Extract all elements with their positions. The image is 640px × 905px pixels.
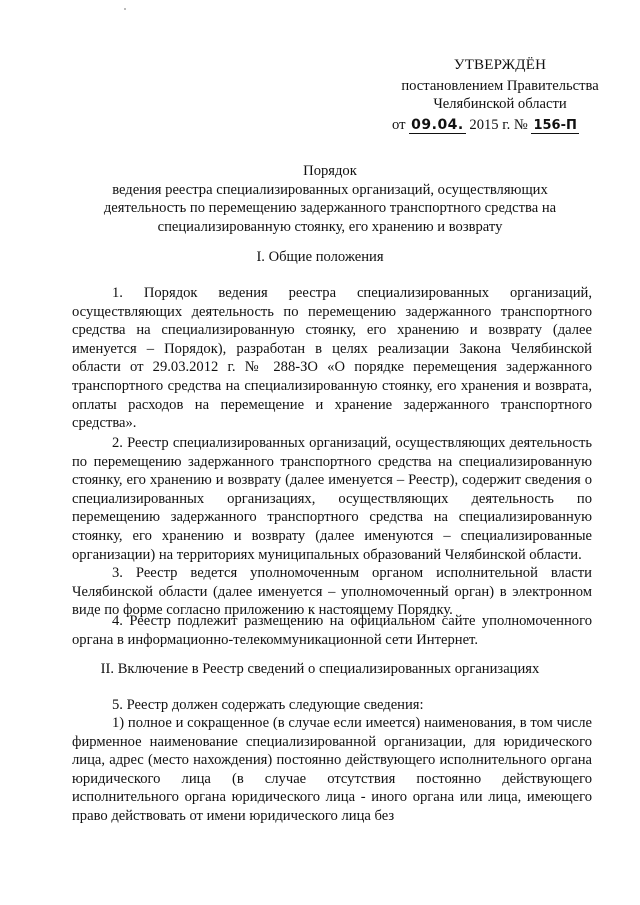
title-line-4: специализированную стоянку, его хранению и возврату: [157, 218, 503, 235]
paragraph-1: 1. Порядок ведения реестра специализированных организаций, осуществляющих деятельность по перемещению задержанного транспортного средства на специализированную стоянку, его хранению и возврату (далее именуется – Порядок), разработан в целях реализации Закона Челябинской области от 29.03.2012 г. № 288-ЗО «О порядке перемещения задержанного транспортного средства на специализированную стоянку, его хранения и возврата, оплаты расходов на перемещение и хранение задержанного транспортного средства».: [72, 285, 592, 432]
scan-speck: [124, 8, 126, 10]
title-line-2: ведения реестра специализированных организаций, осуществляющих: [112, 181, 548, 198]
paragraph-5: 5. Реестр должен содержать следующие сведения:: [112, 697, 424, 713]
document-title: [95, 162, 565, 236]
approval-title: УТВЕРЖДЁН: [453, 57, 547, 73]
section-heading-1: I. Общие положения: [256, 249, 384, 265]
title-line-3: деятельность по перемещению задержанного транспортного средства на: [103, 200, 557, 217]
section-heading-2: II. Включение в Реестр сведений о специализированных организациях: [100, 661, 540, 677]
paragraph-6: 1) полное и сокращенное (в случае если имеется) наименования, в том числе фирменное наименование специализированной организации, для юридического лица, адрес (место нахождения) постоянно действующего исполнительного органа юридического лица (в случае отсутствия постоянно действующего исполнительного органа юридического лица - иного органа или лица, имеющего право действовать от имени юридического лица без: [72, 715, 592, 824]
title-line-1: Порядок: [303, 163, 357, 179]
paragraph-4: 4. Реестр подлежит размещению на официальном сайте уполномоченного органа в информационно-телекоммуникационной сети Интернет.: [72, 613, 592, 648]
approval-year: 2015 г. №: [469, 116, 528, 133]
approval-from: от: [392, 116, 406, 133]
approval-date-handwritten: 09.04.: [411, 116, 464, 133]
approval-stamp-block: [380, 56, 620, 135]
approval-date-line: [380, 116, 620, 136]
paragraph-3: 3. Реестр ведется уполномоченным органом исполнительной власти Челябинской области (далее именуется – уполномоченный орган) в электронном виде по форме согласно приложению к настоящему Порядку.: [72, 565, 592, 619]
approval-line-1: постановлением Правительства: [401, 77, 599, 94]
approval-number-handwritten: 156-П: [533, 117, 577, 133]
paragraph-2: 2. Реестр специализированных организаций, осуществляющих деятельность по перемещению задержанного транспортного средства на специализированную стоянку, его хранению и возврату (далее именуется – Реестр), содержит сведения о специализированных организациях, осуществляющих деятельность по перемещению задержанного транспортного средства на специализированную стоянку, его хранению и возврату (далее именуются – специализированные организации) на территориях муниципальных образований Челябинской области.: [72, 435, 592, 563]
approval-line-2: Челябинской области: [433, 96, 567, 113]
